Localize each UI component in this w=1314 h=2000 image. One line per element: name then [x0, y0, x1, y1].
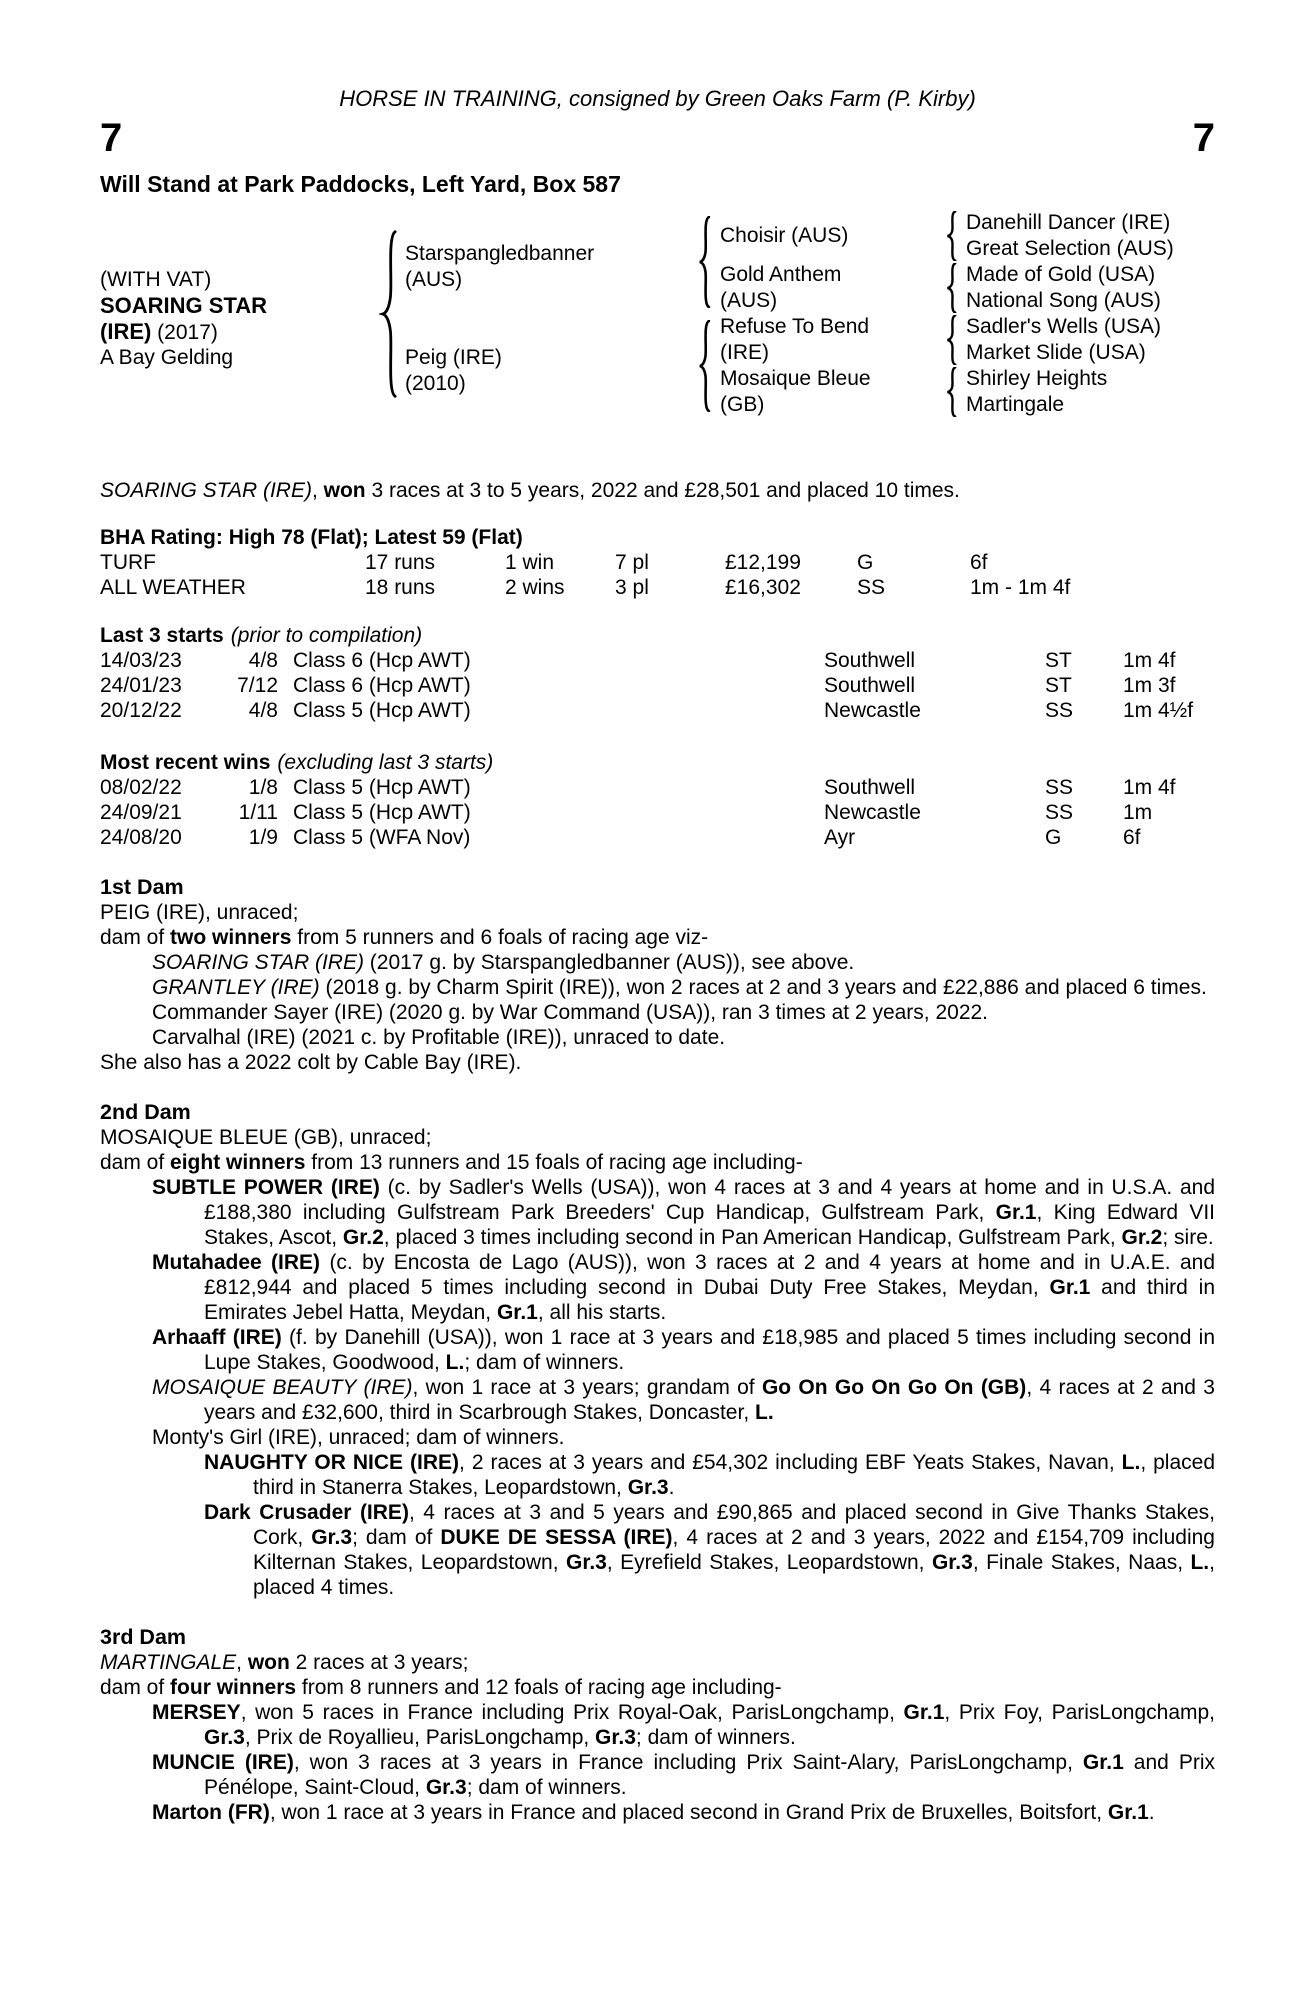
race-distance: 1m 4½f [1123, 699, 1194, 722]
race-course: Newcastle [824, 801, 921, 824]
race-going: SS [1045, 699, 1074, 722]
race-going: ST [1045, 649, 1072, 672]
race-position: 1/9 [248, 826, 278, 849]
pedigree-brace-icon [945, 263, 957, 313]
great-grandparent: Shirley Heights [966, 367, 1108, 390]
paragraph: MOSAIQUE BEAUTY (IRE), won 1 race at 3 years; grandam of Go On Go On Go On (GB), 4 races at 2 and 3 years and £32,600, third in Scarbrough Stakes, Doncaster, L. [152, 1376, 1215, 1424]
pedigree-brace-icon [945, 211, 957, 261]
great-grandparent: Martingale [966, 393, 1065, 416]
table-row [100, 825, 1215, 850]
pedigree-dam [405, 345, 502, 397]
table-row [100, 550, 1215, 575]
paragraph: SUBTLE POWER (IRE) (c. by Sadler's Wells (USA)), won 4 races at 3 and 4 years at home and in U.S.A. and £188,380 including Gulfstream Park Breeders' Cup Handicap, Gulfstream Park, Gr.1, King Edward VII Stakes, Ascot, Gr.2, placed 3 times including second in Pan American Handicap, Gulfstream Park, Gr.2; sire. [152, 1176, 1215, 1249]
race-class: Class 5 (Hcp AWT) [293, 801, 471, 824]
subject-year-line: (IRE) (2017) [100, 319, 218, 344]
race-date: 24/08/20 [100, 826, 182, 849]
bha-earnings: £16,302 [725, 576, 801, 599]
race-position: 4/8 [248, 649, 278, 672]
table-row [100, 648, 1215, 673]
grandparent-suffix: (GB) [720, 393, 765, 416]
bha-runs: 17 runs [365, 551, 436, 574]
race-course: Southwell [824, 776, 916, 799]
grandsire-1 [720, 223, 848, 249]
pedigree-brace-icon [379, 230, 398, 398]
paragraph: GRANTLEY (IRE) (2018 g. by Charm Spirit (IRE)), won 2 races at 2 and 3 years and £22,886 and placed 6 times. [152, 976, 1207, 999]
race-class: Class 5 (Hcp AWT) [293, 776, 471, 799]
subject-vat-line: (WITH VAT) [100, 268, 212, 291]
section-heading: 1st Dam [100, 875, 184, 899]
race-position: 1/8 [248, 776, 278, 799]
race-going: G [1045, 826, 1062, 849]
race-date: 08/02/22 [100, 776, 182, 799]
great-grandparent: Made of Gold (USA) [966, 263, 1156, 286]
bha-surface: ALL WEATHER [100, 576, 246, 599]
grandsire-2 [720, 314, 869, 366]
table-row [100, 775, 1215, 800]
paragraph: PEIG (IRE), unraced; [100, 901, 299, 924]
race-class: Class 6 (Hcp AWT) [293, 674, 471, 697]
paragraph: Mutahadee (IRE) (c. by Encosta de Lago (AUS)), won 3 races at 2 and 4 years at home and in U.A.E. and £812,944 and placed 5 times including second in Dubai Duty Free Stakes, Meydan, Gr.1 and third in Emirates Jebel Hatta, Meydan, Gr.1, all his starts. [152, 1251, 1216, 1324]
bha-placed: 3 pl [615, 576, 649, 599]
race-date: 20/12/22 [100, 699, 182, 722]
race-date: 24/01/23 [100, 674, 182, 697]
race-class: Class 5 (Hcp AWT) [293, 699, 471, 722]
bha-runs: 18 runs [365, 576, 436, 599]
lot-number-left: 7 [100, 116, 123, 160]
last-starts-heading [100, 623, 1215, 648]
subject-name-line: SOARING STAR [100, 293, 268, 318]
great-grandparent: National Song (AUS) [966, 289, 1161, 312]
table-row [100, 575, 1215, 600]
granddam-2 [720, 366, 871, 418]
great-grandparent: Danehill Dancer (IRE) [966, 211, 1171, 234]
grandparent-name: Choisir (AUS) [720, 224, 849, 247]
dam-name: Peig (IRE) [405, 346, 502, 369]
stand-location: Will Stand at Park Paddocks, Left Yard, Box 587 [100, 171, 621, 197]
bha-distance: 1m - 1m 4f [970, 576, 1071, 599]
paragraph: MERSEY, won 5 races in France including Prix Royal-Oak, ParisLongchamp, Gr.1, Prix Foy, ParisLongchamp, Gr.3, Prix de Royallieu, ParisLongchamp, Gr.3; dam of winners. [152, 1701, 1216, 1749]
grandparent-name: Mosaique Bleue [720, 367, 871, 390]
race-position: 4/8 [248, 699, 278, 722]
paragraph: Carvalhal (IRE) (2021 c. by Profitable (IRE)), unraced to date. [152, 1026, 726, 1049]
race-class: Class 5 (WFA Nov) [293, 826, 471, 849]
bha-going: SS [857, 576, 886, 599]
race-course: Newcastle [824, 699, 921, 722]
pedigree-brace-icon [945, 315, 957, 365]
paragraph: MOSAIQUE BLEUE (GB), unraced; [100, 1126, 432, 1149]
first-dam-section [100, 875, 1215, 1075]
bha-rating-block [100, 525, 1215, 600]
paragraph: dam of eight winners from 13 runners and 15 foals of racing age including- [100, 1151, 803, 1174]
lot-number-row [100, 117, 1215, 159]
race-class: Class 6 (Hcp AWT) [293, 649, 471, 672]
race-record-summary: SOARING STAR (IRE), won 3 races at 3 to 5 years, 2022 and £28,501 and placed 10 times. [100, 479, 960, 502]
heading-bold: Most recent wins [100, 751, 271, 774]
race-distance: 1m 3f [1123, 674, 1176, 697]
bha-earnings: £12,199 [725, 551, 801, 574]
pedigree-brace-icon [697, 216, 711, 308]
pedigree-chart [100, 210, 1215, 422]
bha-placed: 7 pl [615, 551, 649, 574]
paragraph: She also has a 2022 colt by Cable Bay (IRE). [100, 1051, 522, 1074]
paragraph: dam of four winners from 8 runners and 12 foals of racing age including- [100, 1676, 782, 1699]
bha-rating-heading: BHA Rating: High 78 (Flat); Latest 59 (Flat) [100, 526, 523, 549]
heading-bold: Last 3 starts [100, 624, 224, 647]
page-title: HORSE IN TRAINING, consigned by Green Oaks Farm (P. Kirby) [339, 86, 976, 111]
great-grandparent: Market Slide (USA) [966, 341, 1146, 364]
paragraph: Monty's Girl (IRE), unraced; dam of winners. [152, 1426, 565, 1449]
race-distance: 1m [1123, 801, 1153, 824]
granddam-1 [720, 262, 841, 314]
paragraph: Marton (FR), won 1 race at 3 years in France and placed second in Grand Prix de Bruxelles, Boitsfort, Gr.1. [152, 1801, 1155, 1824]
race-distance: 1m 4f [1123, 776, 1176, 799]
race-distance: 6f [1123, 826, 1141, 849]
race-position: 7/12 [237, 674, 278, 697]
dam-year: (2010) [405, 372, 466, 395]
recent-wins-heading [100, 750, 1215, 775]
grandparent-suffix: (IRE) [720, 341, 769, 364]
bha-wins: 1 win [505, 551, 555, 574]
bha-going: G [857, 551, 874, 574]
lot-number-right: 7 [1192, 116, 1215, 160]
great-grandparent: Sadler's Wells (USA) [966, 315, 1161, 338]
bha-distance: 6f [970, 551, 988, 574]
recent-wins-block [100, 750, 1215, 850]
race-date: 24/09/21 [100, 801, 182, 824]
race-going: ST [1045, 674, 1072, 697]
table-row [100, 673, 1215, 698]
race-going: SS [1045, 801, 1074, 824]
grandparent-name: Refuse To Bend [720, 315, 870, 338]
table-row [100, 698, 1215, 723]
race-course: Southwell [824, 649, 916, 672]
page-content [100, 0, 1215, 1825]
table-row [100, 800, 1215, 825]
heading-italic: (prior to compilation) [230, 624, 423, 647]
pedigree-brace-icon [697, 320, 711, 412]
grandparent-suffix: (AUS) [720, 289, 778, 312]
pedigree-subject [100, 267, 375, 371]
race-position: 1/11 [238, 801, 278, 824]
race-distance: 1m 4f [1123, 649, 1176, 672]
second-dam-section [100, 1100, 1215, 1600]
race-course: Southwell [824, 674, 916, 697]
paragraph: NAUGHTY OR NICE (IRE), 2 races at 3 years and £54,302 including EBF Yeats Stakes, Navan, L., placed third in Stanerra Stakes, Leopardstown, Gr.3. [204, 1451, 1215, 1499]
race-course: Ayr [824, 826, 856, 849]
great-grandparent: Great Selection (AUS) [966, 237, 1174, 260]
paragraph: MARTINGALE, won 2 races at 3 years; [100, 1651, 469, 1674]
bha-wins: 2 wins [505, 576, 565, 599]
grandparent-name: Gold Anthem [720, 263, 842, 286]
section-heading: 3rd Dam [100, 1625, 187, 1649]
bha-surface: TURF [100, 551, 156, 574]
pedigree-brace-icon [945, 367, 957, 417]
sire-suffix: (AUS) [405, 268, 463, 291]
race-going: SS [1045, 776, 1074, 799]
paragraph: Commander Sayer (IRE) (2020 g. by War Command (USA)), ran 3 times at 2 years, 2022. [152, 1001, 989, 1024]
paragraph: dam of two winners from 5 runners and 6 foals of racing age viz- [100, 926, 709, 949]
paragraph: SOARING STAR (IRE) (2017 g. by Starspangledbanner (AUS)), see above. [152, 951, 855, 974]
pedigree-sire [405, 241, 594, 293]
subject-description-line: A Bay Gelding [100, 346, 234, 369]
race-date: 14/03/23 [100, 649, 182, 672]
last-starts-block [100, 623, 1215, 723]
third-dam-section [100, 1625, 1215, 1825]
heading-italic: (excluding last 3 starts) [277, 751, 494, 774]
section-heading: 2nd Dam [100, 1100, 191, 1124]
sire-name: Starspangledbanner [405, 242, 595, 265]
paragraph: MUNCIE (IRE), won 3 races at 3 years in France including Prix Saint-Alary, ParisLongchamp, Gr.1 and Prix Pénélope, Saint-Cloud, Gr.3; dam of winners. [152, 1751, 1215, 1799]
paragraph: Arhaaff (IRE) (f. by Danehill (USA)), won 1 race at 3 years and £18,985 and placed 5 times including second in Lupe Stakes, Goodwood, L.; dam of winners. [152, 1326, 1215, 1374]
paragraph: Dark Crusader (IRE), 4 races at 3 and 5 years and £90,865 and placed second in Give Thanks Stakes, Cork, Gr.3; dam of DUKE DE SESSA (IRE), 4 races at 2 and 3 years, 2022 and £154,709 including Kilternan Stakes, Leopardstown, Gr.3, Eyrefield Stakes, Leopardstown, Gr.3, Finale Stakes, Naas, L., placed 4 times. [204, 1501, 1216, 1599]
